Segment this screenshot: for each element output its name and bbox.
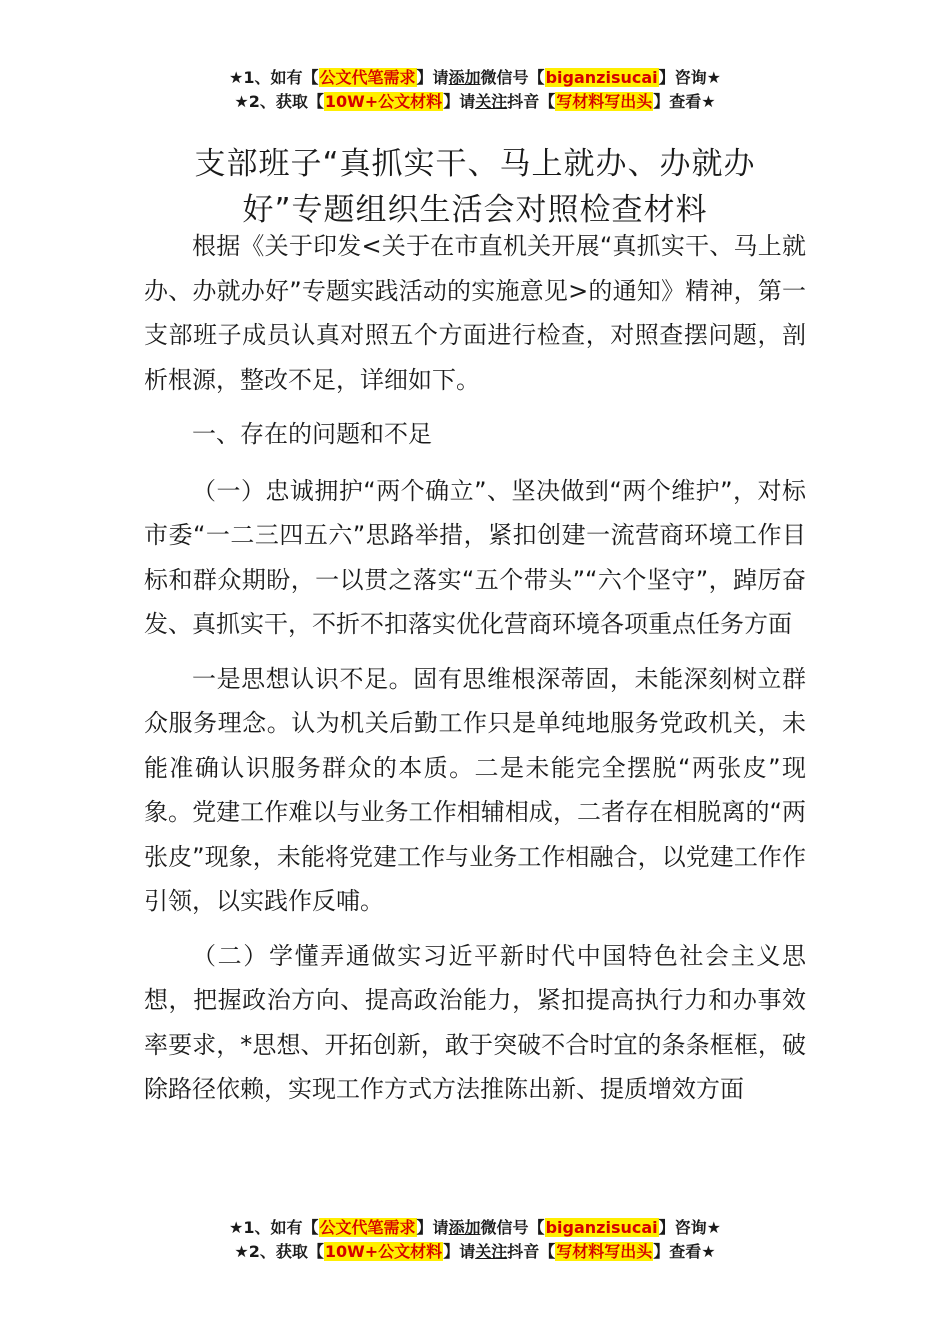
title-line-1: 支部班子“真抓实干、马上就办、办就办	[194, 145, 756, 182]
document-body	[144, 224, 806, 1122]
promo-line-1: ★1、如有【公文代笔需求】请添加微信号【biganzisucai】咨询★	[229, 68, 721, 87]
title-line-2: 好”专题组织生活会对照检查材料	[242, 191, 708, 228]
subsection-heading-1: （一）忠诚拥护“两个确立”、坚决做到“两个维护”，对标市委“一二三四五六”思路举措，紧扣创建一流营商环境工作目标和群众期盼，一以贯之落实“五个带头”“六个坚守”，踔厉奋发、真抓实干，不折不扣落实优化营商环境各项重点任务方面	[144, 476, 806, 638]
promo-highlight: biganzisucai	[545, 1218, 658, 1237]
section-heading: 一、存在的问题和不足	[192, 420, 432, 448]
promo-line-2: ★2、获取【10W+公文材料】请关注抖音【写材料写出头】查看★	[234, 1242, 716, 1261]
body-paragraph: 一是思想认识不足。固有思维根深蒂固，未能深刻树立群众服务理念。认为机关后勤工作只是单纯地服务党政机关，未能准确认识服务群众的本质。二是未能完全摆脱“两张皮”现象。党建工作难以与业务工作相辅相成，二者存在相脱离的“两张皮”现象，未能将党建工作与业务工作相融合，以党建工作作引领，以实践作反哺。	[144, 664, 806, 915]
promo-highlight: 10W+公文材料	[324, 92, 443, 111]
promo-highlight: 10W+公文材料	[324, 1242, 443, 1261]
promo-highlight: biganzisucai	[545, 68, 658, 87]
intro-paragraph: 根据《关于印发<关于在市直机关开展“真抓实干、马上就办、办就办好”专题实践活动的实施意见>的通知》精神，第一支部班子成员认真对照五个方面进行检查，对照查摆问题，剖析根源，整改不足，详细如下。	[144, 232, 806, 394]
promo-highlight: 公文代笔需求	[319, 1218, 416, 1237]
subsection-heading-2: （二）学懂弄通做实习近平新时代中国特色社会主义思想，把握政治方向、提高政治能力，紧扣提高执行力和办事效率要求，*思想、开拓创新，敢于突破不合时宜的条条框框，破除路径依赖，实现工作方式方法推陈出新、提质增效方面	[144, 941, 806, 1103]
promo-line-2: ★2、获取【10W+公文材料】请关注抖音【写材料写出头】查看★	[234, 92, 716, 111]
promo-highlight: 写材料写出头	[556, 92, 653, 111]
bottom-promo-banner	[0, 1216, 950, 1264]
top-promo-banner	[0, 66, 950, 114]
document-title	[0, 141, 950, 233]
promo-highlight: 写材料写出头	[556, 1242, 653, 1261]
promo-line-1: ★1、如有【公文代笔需求】请添加微信号【biganzisucai】咨询★	[229, 1218, 721, 1237]
promo-highlight: 公文代笔需求	[319, 68, 416, 87]
